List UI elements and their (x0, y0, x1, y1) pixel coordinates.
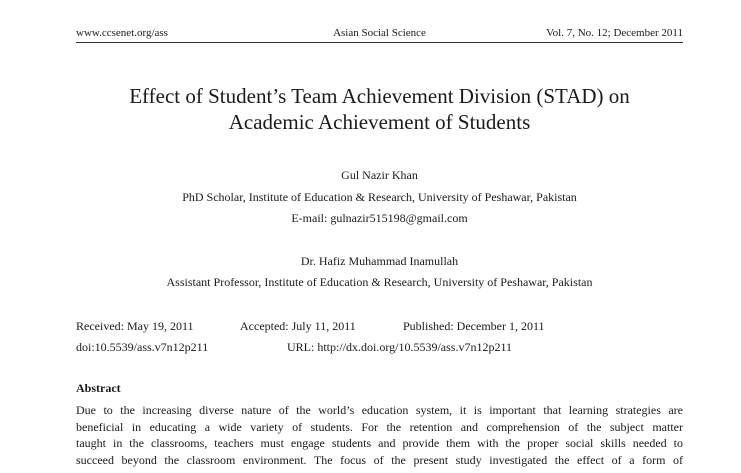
author1-name: Gul Nazir Khan (341, 168, 418, 182)
author2-affiliation: Assistant Professor, Institute of Education & Research, University of Peshawar, Pakistan (166, 275, 593, 289)
paper-title-line-1: Effect of Student’s Team Achievement Division (STAD) on (129, 84, 630, 108)
header-journal-url: www.ccsenet.org/ass (76, 27, 168, 39)
paper-title (76, 83, 683, 135)
doi: doi:10.5539/ass.v7n12p211 (76, 340, 209, 354)
running-header (76, 27, 683, 43)
header-volume-info: Vol. 7, No. 12; December 2011 (546, 27, 683, 39)
article-url[interactable]: URL: http://dx.doi.org/10.5539/ass.v7n12p211 (287, 340, 513, 354)
abstract-heading: Abstract (76, 381, 121, 395)
author1-email: E-mail: gulnazir515198@gmail.com (291, 211, 468, 225)
abstract-body (76, 402, 683, 468)
author1-affiliation: PhD Scholar, Institute of Education & Research, University of Peshawar, Pakistan (182, 190, 577, 204)
accepted-date: Accepted: July 11, 2011 (240, 319, 356, 333)
received-date: Received: May 19, 2011 (76, 319, 194, 333)
published-date: Published: December 1, 2011 (403, 319, 545, 333)
abstract-line: taught in the classrooms, teachers must engage students and provide them with the proper social skills needed to (76, 436, 683, 450)
paper-title-line-2: Academic Achievement of Students (228, 110, 531, 134)
header-journal-name: Asian Social Science (333, 27, 426, 39)
abstract-line: Due to the increasing diverse nature of the world’s education system, it is important that learning strategies are (76, 403, 683, 417)
abstract-line: succeed beyond the classroom environment. The focus of the present study investigated the effect of a form of (76, 452, 683, 467)
abstract-line: beneficial in educating a wide variety of students. For the retention and comprehension of the subject matter (76, 419, 683, 434)
author2-name: Dr. Hafiz Muhammad Inamullah (300, 254, 459, 268)
